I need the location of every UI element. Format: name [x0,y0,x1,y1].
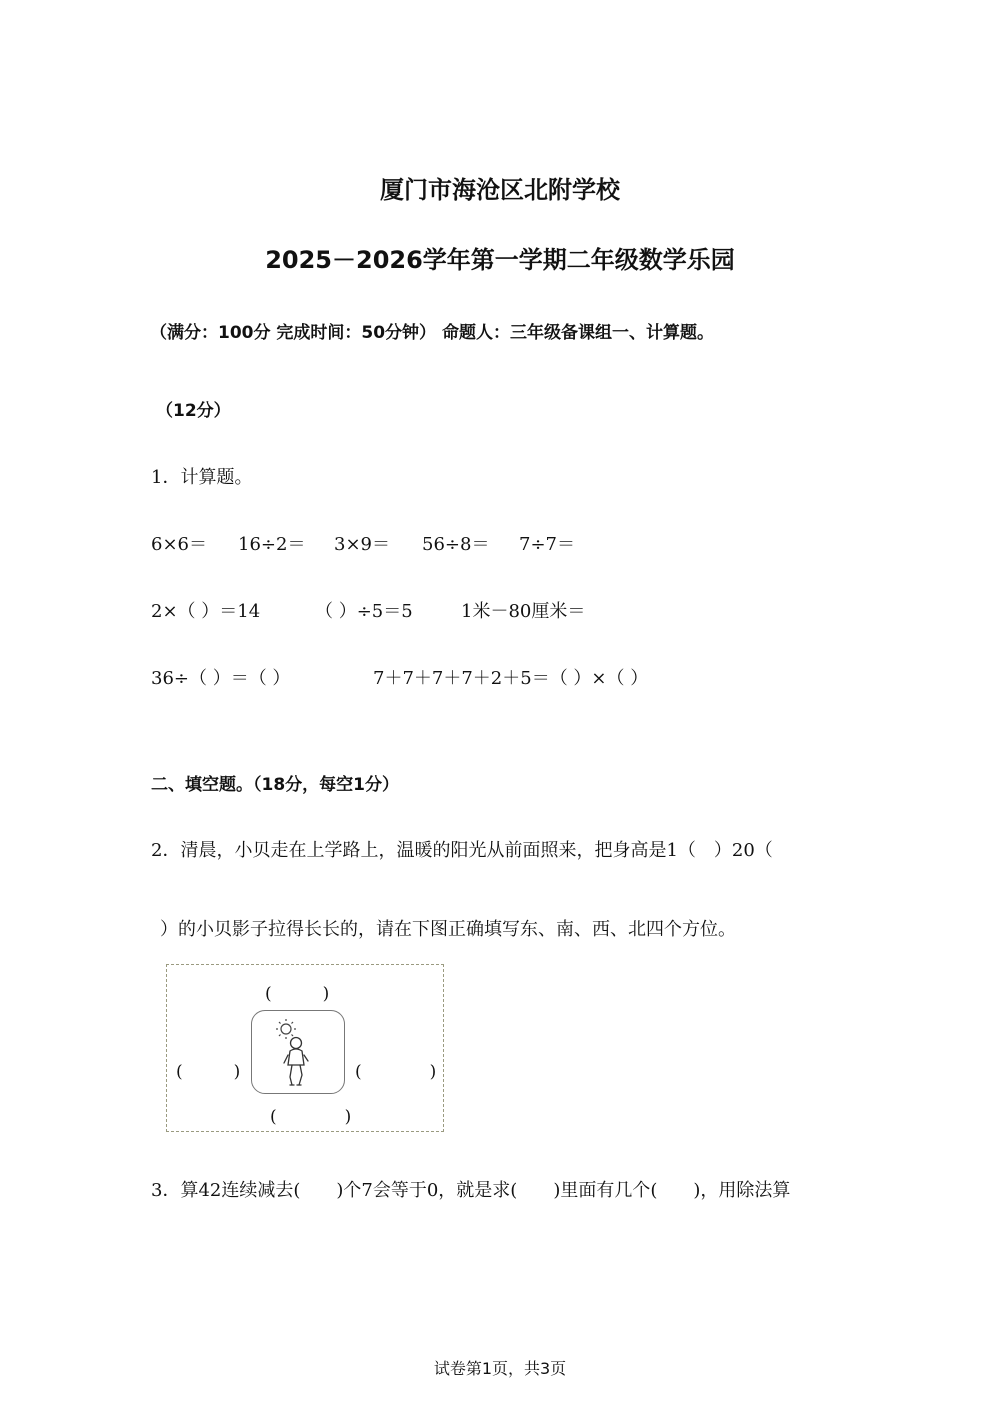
school-title: 厦门市海沧区北附学校 [380,176,620,204]
page-footer: 试卷第1页，共3页 [433,1359,567,1378]
calc-item: 36÷（ ）＝（ ） [151,668,291,689]
child-walking-icon [284,1038,308,1086]
calc-item: 56÷8＝ [422,534,490,555]
calc-item: 2×（ ）＝14 [151,601,261,622]
direction-figure [166,964,444,1132]
calc-item: 7÷7＝ [519,534,575,555]
right-direction-blank: ( ) [355,1062,437,1082]
calc-item: （ ）÷5＝5 [315,601,413,622]
section2-heading: 二、填空题。（18分，每空1分） [151,775,399,795]
question-1-title: 1．计算题。 [151,467,253,488]
center-picture-frame [251,1010,345,1094]
question-2-line1: 2．清晨，小贝走在上学路上，温暖的阳光从前面照来，把身高是1（ ）20（ [151,840,773,861]
calc-item: 1米－80厘米＝ [461,601,586,622]
calc-item: 16÷2＝ [238,534,306,555]
calc-item: 6×6＝ [151,534,207,555]
calc-item: 3×9＝ [334,534,390,555]
sun-icon [276,1019,296,1039]
exam-info-line: （满分：100分 完成时间：50分钟） 命题人：三年级备课组一、计算题。 [150,323,714,343]
question-2-line2: ）的小贝影子拉得长长的，请在下图正确填写东、南、西、北四个方位。 [160,919,736,940]
exam-title: 2025－2026学年第一学期二年级数学乐园 [265,246,735,274]
top-direction-blank: ( ) [265,984,330,1004]
calc-item: 7＋7＋7＋7＋2＋5＝（ ）×（ ） [373,668,649,689]
bottom-direction-blank: ( ) [270,1107,352,1127]
question-3-line1: 3．算42连续减去( )个7会等于0，就是求( )里面有几个( )，用除法算 [151,1180,791,1201]
section1-score: （12分） [156,401,231,421]
left-direction-blank: ( ) [176,1062,241,1082]
